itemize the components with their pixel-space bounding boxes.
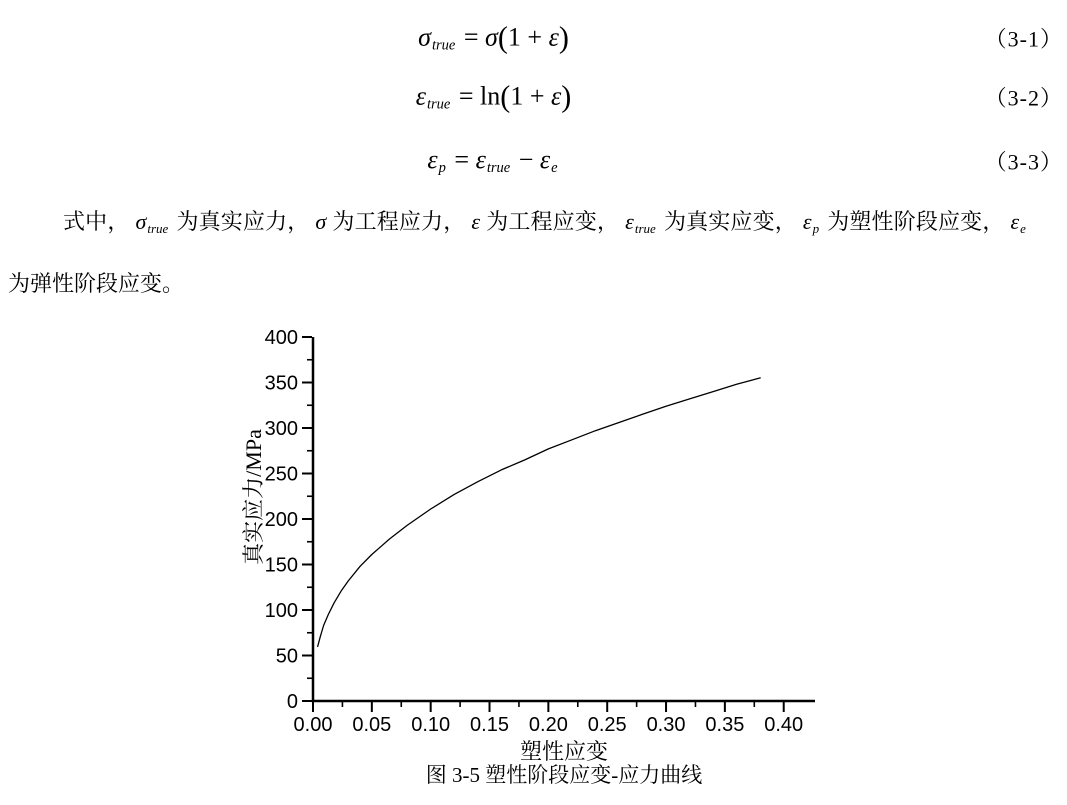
math-variable: ε [539, 144, 551, 174]
y-tick-label: 100 [264, 600, 298, 622]
math-variable: σ [485, 22, 498, 52]
math-subscript: e [551, 160, 558, 177]
math-variable: ε [1010, 209, 1020, 234]
math-variable: σ [418, 22, 431, 52]
y-tick-label: 250 [264, 463, 298, 486]
x-tick-label: 0.10 [411, 714, 451, 736]
math-text: = ln [452, 81, 501, 111]
x-axis-title: 塑性应变 [519, 739, 609, 764]
equation-number: （3-3） [984, 149, 1063, 175]
math-variable: ε [427, 144, 438, 174]
paragraph-text: 为弹性阶段应变。 [8, 271, 185, 296]
math-variable: ε [625, 209, 634, 234]
math-subscript: true [634, 221, 656, 236]
y-tick-label: 50 [275, 645, 298, 668]
math-paren: ) [561, 79, 572, 114]
x-tick-label: 0.15 [470, 714, 509, 736]
equation-number: （3-1） [984, 26, 1063, 52]
math-paren: ) [558, 20, 569, 55]
math-variable: ε [415, 81, 426, 111]
x-tick-label: 0.30 [646, 714, 686, 736]
math-variable: ε [471, 209, 481, 234]
math-text: − [512, 144, 540, 174]
math-subscript: true [486, 160, 511, 177]
math-text: = [447, 144, 476, 174]
math-text: = [457, 22, 486, 52]
math-paren: ( [500, 79, 511, 114]
paragraph-text: 为真实应力， [176, 209, 310, 234]
y-tick-label: 200 [264, 509, 298, 531]
y-tick-label: 400 [264, 327, 298, 349]
x-tick-label: 0.00 [293, 714, 333, 736]
math-paren: ( [497, 20, 508, 55]
math-variable: ε [475, 144, 486, 174]
paragraph-text: 为塑性阶段应变， [827, 209, 1005, 234]
y-tick-label: 150 [264, 554, 298, 577]
paragraph-text: 为工程应力， [332, 209, 466, 234]
math-variable: σ [315, 209, 327, 234]
y-tick-label: 300 [264, 418, 298, 440]
paragraph-text: 式中， [63, 209, 130, 234]
math-text: 1 + [510, 81, 551, 111]
x-tick-label: 0.40 [764, 714, 804, 736]
y-tick-label: 0 [286, 691, 298, 713]
math-subscript: e [1020, 221, 1026, 236]
figure-caption: 图 3-5 塑性阶段应变-应力曲线 [425, 763, 703, 787]
x-tick-label: 0.25 [587, 714, 627, 736]
math-subscript: p [812, 221, 820, 236]
math-variable: ε [548, 22, 559, 52]
stress-strain-curve [318, 378, 761, 647]
x-tick-label: 0.20 [528, 714, 568, 736]
math-variable: ε [802, 209, 812, 234]
y-axis-title: 真实应力/MPa [241, 429, 266, 565]
paragraph-text: 为真实应变， [663, 209, 797, 234]
math-variable: σ [135, 209, 147, 234]
paragraph-text: 为工程应变， [486, 209, 620, 234]
math-subscript: true [426, 96, 451, 113]
x-tick-label: 0.35 [705, 714, 745, 736]
math-subscript: true [147, 221, 169, 236]
math-subscript: p [438, 160, 446, 177]
axes-lines [313, 337, 815, 701]
equation-number: （3-2） [984, 85, 1063, 111]
math-variable: ε [551, 81, 562, 111]
math-subscript: true [431, 37, 456, 54]
y-tick-label: 350 [264, 372, 298, 395]
x-tick-label: 0.05 [352, 714, 392, 736]
math-text: 1 + [507, 22, 549, 52]
